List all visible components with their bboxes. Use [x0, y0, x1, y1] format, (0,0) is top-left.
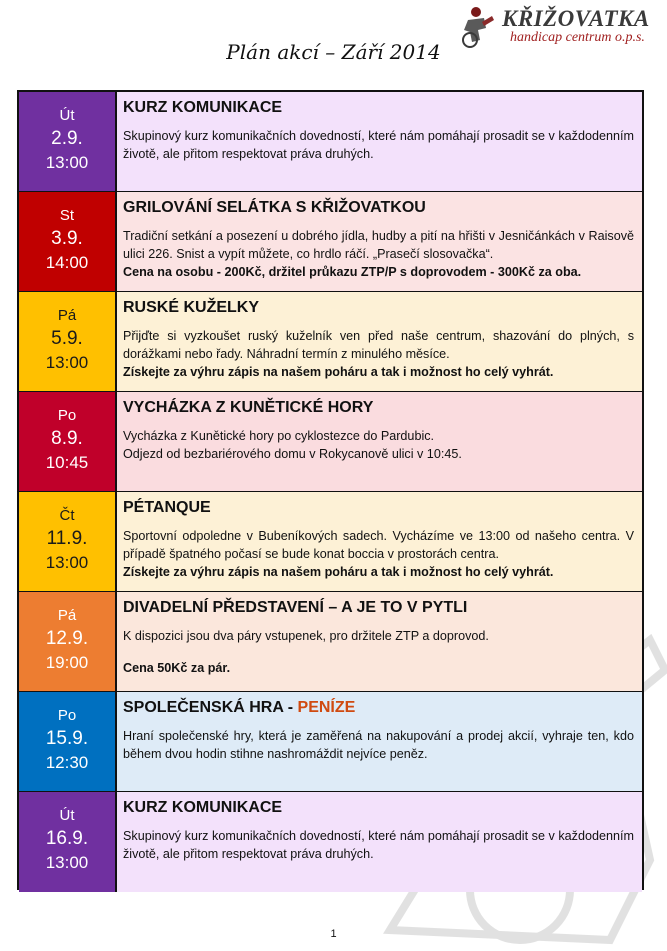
- event-date-cell: [19, 92, 117, 191]
- event-time: 13:00: [45, 353, 89, 372]
- event-row: [19, 392, 642, 492]
- event-description: Tradiční setkání a posezení u dobrého jídla, hudby a pití na hřišti v Jesničánkách v Raisově ulici 226. Snist a vypít můžete, co hrdlo ráčí. „Prasečí slosovačka“.: [123, 229, 634, 261]
- event-row: [19, 792, 642, 892]
- logo-subtitle: handicap centrum o.p.s.: [510, 30, 645, 45]
- event-row: [19, 92, 642, 192]
- event-day: Pá: [57, 307, 77, 324]
- event-time: 19:00: [45, 653, 89, 672]
- event-title-accent: PENÍZE: [297, 699, 356, 716]
- event-description: K dispozici jsou dva páry vstupenek, pro držitele ZTP a doprovod.: [123, 629, 489, 643]
- event-date-cell: [19, 792, 117, 892]
- event-description: Skupinový kurz komunikačních dovedností, které nám pomáhají prosadit se v každodenním životě, ale přitom respektovat práva druhých.: [123, 829, 634, 861]
- event-price-note: Cena 50Kč za pár.: [123, 661, 231, 675]
- event-date-cell: [19, 292, 117, 391]
- event-prize-note: Získejte za výhru zápis na našem poháru a tak i možnost ho celý vyhrát.: [123, 365, 554, 379]
- event-time: 14:00: [45, 253, 89, 272]
- event-date: 3.9.: [51, 228, 83, 249]
- event-time: 13:00: [45, 553, 89, 572]
- event-title: [123, 698, 634, 718]
- event-content: [117, 192, 642, 291]
- event-title: VYCHÁZKA Z KUNĚTICKÉ HORY: [123, 399, 374, 416]
- event-date: 8.9.: [51, 428, 83, 449]
- event-title-main: SPOLEČENSKÁ HRA: [123, 699, 284, 716]
- event-schedule: [17, 90, 644, 890]
- event-date: 11.9.: [46, 528, 88, 549]
- event-row: [19, 492, 642, 592]
- event-title: GRILOVÁNÍ SELÁTKA S KŘIŽOVATKOU: [123, 199, 426, 216]
- page-title: Plán akcí – Září 2014: [226, 40, 441, 64]
- event-title: KURZ KOMUNIKACE: [123, 799, 283, 816]
- event-date-cell: [19, 592, 117, 691]
- event-date: 15.9.: [45, 728, 89, 749]
- event-title: KURZ KOMUNIKACE: [123, 99, 283, 116]
- event-content: [117, 792, 642, 892]
- event-title: PÉTANQUE: [123, 499, 211, 516]
- event-title: DIVADELNÍ PŘEDSTAVENÍ – A JE TO V PYTLI: [123, 599, 468, 616]
- event-day: Čt: [59, 507, 75, 524]
- event-day: Po: [57, 407, 77, 424]
- event-day: St: [59, 207, 75, 224]
- event-content: [117, 492, 642, 591]
- event-date-cell: [19, 392, 117, 491]
- event-content: [117, 692, 642, 791]
- event-time: 13:00: [45, 853, 89, 872]
- event-date: 16.9.: [45, 828, 89, 849]
- event-time: 12:30: [45, 753, 89, 772]
- logo-name: KŘIŽOVATKA: [502, 6, 650, 31]
- event-description: Hraní společenské hry, která je zaměřená na nakupování a prodej akcií, vyhraje ten, kdo během dvou hodin stihne nashromáždit nejvíce peněz.: [123, 729, 634, 761]
- event-row: [19, 292, 642, 392]
- event-title: RUSKÉ KUŽELKY: [123, 299, 260, 316]
- event-title-separator: -: [283, 699, 298, 716]
- event-date-cell: [19, 492, 117, 591]
- event-row: [19, 192, 642, 292]
- event-description: Sportovní odpoledne v Bubeníkových sadech. Vycházíme ve 13:00 od našeho centra. V případě špatného počasí se bude konat boccia v prostorách centra.: [123, 529, 634, 561]
- event-content: [117, 292, 642, 391]
- event-prize-note: Získejte za výhru zápis na našem poháru a tak i možnost ho celý vyhrát.: [123, 565, 554, 579]
- page-number: 1: [330, 928, 337, 940]
- event-row: [19, 692, 642, 792]
- event-price-note: Cena na osobu - 200Kč, držitel průkazu ZTP/P s doprovodem - 300Kč za oba.: [123, 265, 582, 279]
- event-day: Po: [57, 707, 77, 724]
- event-content: [117, 92, 642, 191]
- event-date-cell: [19, 192, 117, 291]
- event-description: Přijďte si vyzkoušet ruský kuželník ven před naše centrum, shazování do plných, s dorážkami nebo řady. Náhradní termín z minulého měsíce.: [123, 329, 634, 361]
- event-description: Vycházka z Kunětické hory po cyklostezce do Pardubic.: [123, 429, 435, 443]
- event-content: [117, 392, 642, 491]
- event-day: Út: [59, 807, 75, 824]
- event-date: 5.9.: [51, 328, 83, 349]
- event-time: 10:45: [45, 453, 89, 472]
- event-day: Pá: [57, 607, 77, 624]
- event-time: 13:00: [45, 153, 89, 172]
- event-content: [117, 592, 642, 691]
- event-date: 12.9.: [45, 628, 89, 649]
- event-departure: Odjezd od bezbariérového domu v Rokycanově ulici v 10:45.: [123, 447, 462, 461]
- event-day: Út: [59, 107, 75, 124]
- event-date-cell: [19, 692, 117, 791]
- event-row: [19, 592, 642, 692]
- event-date: 2.9.: [51, 128, 83, 149]
- event-description: Skupinový kurz komunikačních dovedností, které nám pomáhají prosadit se v každodenním životě, ale přitom respektovat práva druhých.: [123, 129, 634, 161]
